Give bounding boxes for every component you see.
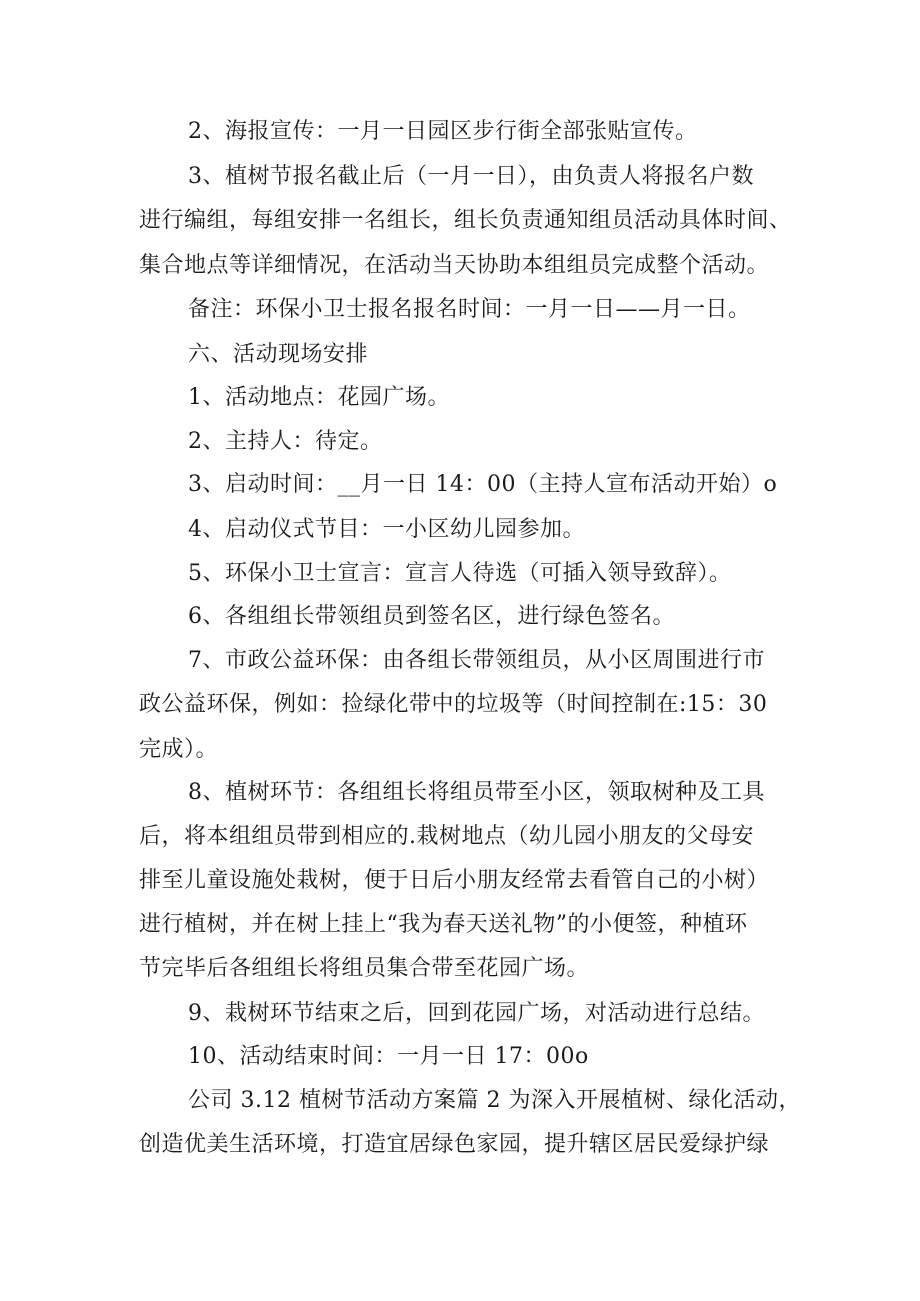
paragraph-line: 排至儿童设施处栽树，便于日后小朋友经常去看管自己的小树） [139, 868, 770, 893]
paragraph-line: 完成）。 [139, 737, 219, 762]
paragraph-line: 5、环保小卫士宣言：宣言人待选（可插入领导致辞）。 [188, 561, 732, 586]
paragraph-line: 后，将本组组员带到相应的.栽树地点（幼儿园小朋友的父母安 [139, 824, 754, 849]
paragraph-line: 进行编组，每组安排一名组长，组长负责通知组员活动具体时间、 [139, 208, 792, 233]
paragraph-line: 2、主持人：待定。 [188, 429, 383, 454]
paragraph-line: 集合地点等详细情况，在活动当天协助本组组员完成整个活动。 [139, 253, 770, 278]
paragraph-line: 1、活动地点：花园广场。 [188, 385, 450, 410]
paragraph-line: 公司 3.12 植树节活动方案篇 2 为深入开展植树、绿化活动， [188, 1088, 801, 1113]
section-heading: 六、活动现场安排 [188, 342, 369, 367]
paragraph-line: 3、植树节报名截止后（一月一日），由负责人将报名户数 [188, 164, 754, 189]
paragraph-line: 9、栽树环节结束之后，回到花园广场，对活动进行总结。 [188, 1001, 765, 1026]
paragraph-line: 4、启动仪式节目：一小区幼儿园参加。 [188, 517, 585, 542]
paragraph-line: 10、活动结束时间：一月一日 17：00o [188, 1044, 589, 1069]
paragraph-line: 创造优美生活环境，打造宜居绿色家园，提升辖区居民爱绿护绿 [139, 1132, 770, 1157]
paragraph-line: 政公益环保，例如：捡绿化带中的垃圾等（时间控制在:15：30 [139, 692, 768, 717]
paragraph-line: 7、市政公益环保：由各组长带领组员，从小区周围进行市 [188, 648, 765, 673]
paragraph-line: 3、启动时间：__月一日 14：00（主持人宣布活动开始）o [188, 472, 778, 497]
paragraph-line: 2、海报宣传：一月一日园区步行街全部张贴宣传。 [188, 119, 698, 144]
paragraph-line: 6、各组组长带领组员到签名区，进行绿色签名。 [188, 604, 675, 629]
paragraph-line: 备注：环保小卫士报名报名时间：一月一日——月一日。 [188, 297, 751, 322]
paragraph-line: 节完毕后各组组长将组员集合带至花园广场。 [139, 956, 590, 981]
paragraph-line: 进行植树，并在树上挂上“我为春天送礼物”的小便签，种植环 [139, 912, 748, 937]
paragraph-line: 8、植树环节：各组组长将组员带至小区，领取树种及工具 [188, 780, 765, 805]
